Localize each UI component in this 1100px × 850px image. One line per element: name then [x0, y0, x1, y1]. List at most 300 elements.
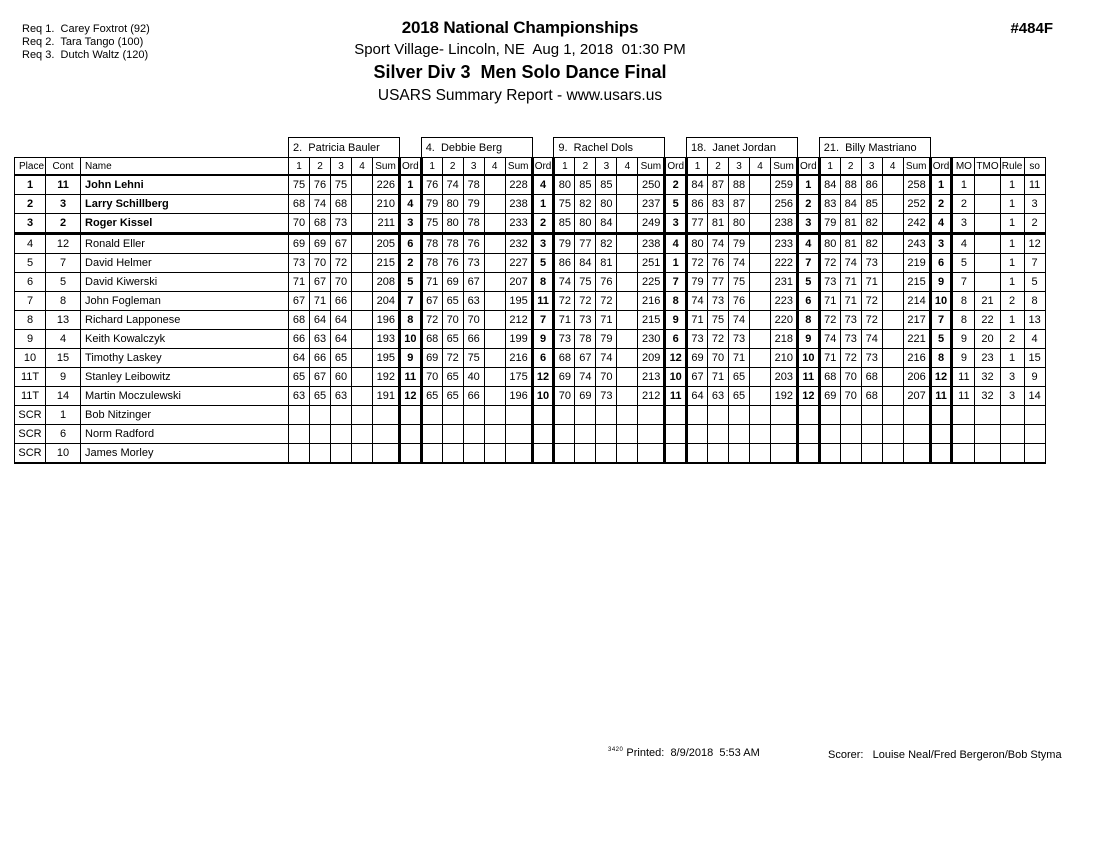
score-cell: 82	[861, 214, 882, 234]
col-header-name: Name	[81, 158, 289, 176]
ord-cell: 6	[532, 349, 554, 368]
score-cell: 72	[421, 311, 442, 330]
score-cell	[687, 444, 708, 464]
ord-cell: 10	[400, 330, 422, 349]
sum-cell: 228	[505, 175, 532, 195]
score-cell: 83	[819, 195, 840, 214]
mo-cell: 7	[952, 273, 975, 292]
sum-cell: 212	[505, 311, 532, 330]
score-cell: 65	[729, 387, 750, 406]
score-cell: 70	[289, 214, 310, 234]
score-cell: 80	[819, 234, 840, 254]
score-cell	[484, 444, 505, 464]
score-cell	[882, 406, 903, 425]
ord-cell: 11	[400, 368, 422, 387]
score-cell	[484, 254, 505, 273]
mo-cell	[952, 444, 975, 464]
ord-cell: 4	[400, 195, 422, 214]
score-cell: 63	[310, 330, 331, 349]
score-cell: 74	[708, 234, 729, 254]
sum-cell: 231	[771, 273, 798, 292]
sum-cell: 192	[771, 387, 798, 406]
place-cell: 4	[15, 234, 46, 254]
score-cell: 80	[442, 195, 463, 214]
score-cell: 74	[729, 254, 750, 273]
ord-cell: 7	[798, 254, 820, 273]
score-cell: 73	[575, 311, 596, 330]
competitor-name: Timothy Laskey	[81, 349, 289, 368]
score-cell	[484, 214, 505, 234]
score-cell	[484, 368, 505, 387]
ord-cell: 10	[665, 368, 687, 387]
score-cell	[750, 444, 771, 464]
ord-cell: 11	[665, 387, 687, 406]
score-cell: 72	[596, 292, 617, 311]
contestant-number-cell: 2	[46, 214, 81, 234]
score-cell	[289, 444, 310, 464]
score-cell: 78	[442, 234, 463, 254]
col-header-sum: Sum	[505, 158, 532, 176]
mo-cell: 9	[952, 349, 975, 368]
score-cell	[750, 234, 771, 254]
ord-cell	[532, 425, 554, 444]
score-cell: 70	[421, 368, 442, 387]
sum-cell: 227	[505, 254, 532, 273]
score-cell	[463, 444, 484, 464]
sum-cell: 232	[505, 234, 532, 254]
score-cell: 76	[463, 234, 484, 254]
score-cell	[617, 254, 638, 273]
sum-cell: 238	[771, 214, 798, 234]
score-cell: 73	[729, 330, 750, 349]
score-cell	[617, 330, 638, 349]
score-cell: 67	[421, 292, 442, 311]
score-cell: 80	[687, 234, 708, 254]
score-cell: 71	[596, 311, 617, 330]
sum-cell: 196	[373, 311, 400, 330]
score-cell	[310, 406, 331, 425]
score-cell	[463, 425, 484, 444]
sum-cell: 250	[638, 175, 665, 195]
judge-name-header: 21. Billy Mastriano	[819, 138, 930, 158]
score-cell: 67	[331, 234, 352, 254]
col-header-ord: Ord	[798, 158, 820, 176]
score-cell	[882, 234, 903, 254]
score-cell: 68	[289, 195, 310, 214]
score-cell: 70	[310, 254, 331, 273]
col-header-rule: Rule	[1000, 158, 1024, 176]
tmo-cell	[975, 175, 1000, 195]
sum-cell: 243	[903, 234, 930, 254]
score-cell	[882, 254, 903, 273]
score-cell: 86	[687, 195, 708, 214]
ord-cell: 4	[532, 175, 554, 195]
sum-cell: 225	[638, 273, 665, 292]
score-cell: 78	[463, 214, 484, 234]
score-cell	[882, 273, 903, 292]
contestant-number-cell: 5	[46, 273, 81, 292]
score-cell	[442, 406, 463, 425]
report-type-line: USARS Summary Report - www.usars.us	[377, 87, 663, 104]
score-cell: 69	[289, 234, 310, 254]
score-cell	[484, 273, 505, 292]
score-cell: 75	[708, 311, 729, 330]
so-cell	[1024, 444, 1045, 464]
score-cell: 70	[554, 387, 575, 406]
score-cell: 75	[575, 273, 596, 292]
ord-cell: 2	[930, 195, 952, 214]
ord-cell: 6	[798, 292, 820, 311]
ord-cell	[532, 444, 554, 464]
score-cell: 71	[861, 273, 882, 292]
rule-cell: 1	[1000, 311, 1024, 330]
score-cell	[484, 292, 505, 311]
score-cell: 70	[331, 273, 352, 292]
score-cell	[484, 349, 505, 368]
mo-cell: 3	[952, 214, 975, 234]
score-cell	[750, 292, 771, 311]
col-header-ord: Ord	[930, 158, 952, 176]
score-cell: 70	[463, 311, 484, 330]
score-cell	[729, 425, 750, 444]
spacer-cell	[930, 138, 952, 158]
score-cell: 69	[554, 368, 575, 387]
score-cell: 71	[708, 368, 729, 387]
mo-cell: 2	[952, 195, 975, 214]
requirement-line: Req 3. Dutch Waltz (120)	[22, 49, 149, 61]
score-cell	[352, 175, 373, 195]
score-cell	[819, 444, 840, 464]
score-cell	[882, 368, 903, 387]
sum-cell: 216	[505, 349, 532, 368]
score-cell: 72	[819, 311, 840, 330]
ord-cell: 7	[665, 273, 687, 292]
col-header-sum: Sum	[638, 158, 665, 176]
score-cell: 76	[729, 292, 750, 311]
col-header-score: 1	[289, 158, 310, 176]
score-cell: 79	[463, 195, 484, 214]
mo-cell: 4	[952, 234, 975, 254]
ord-cell: 12	[400, 387, 422, 406]
score-cell: 71	[819, 349, 840, 368]
rule-cell: 1	[1000, 214, 1024, 234]
ord-cell: 4	[930, 214, 952, 234]
score-cell: 74	[554, 273, 575, 292]
col-header-sum: Sum	[903, 158, 930, 176]
score-cell: 74	[687, 292, 708, 311]
score-cell: 64	[289, 349, 310, 368]
score-cell	[352, 349, 373, 368]
score-cell: 85	[596, 175, 617, 195]
sum-cell: 215	[373, 254, 400, 273]
score-cell: 69	[442, 273, 463, 292]
ord-cell: 5	[665, 195, 687, 214]
sum-cell: 212	[638, 387, 665, 406]
sum-cell: 214	[903, 292, 930, 311]
ord-cell: 1	[798, 175, 820, 195]
score-cell: 72	[840, 349, 861, 368]
score-cell	[617, 349, 638, 368]
score-cell	[750, 406, 771, 425]
score-cell: 73	[819, 273, 840, 292]
score-cell	[708, 444, 729, 464]
sum-cell: 191	[373, 387, 400, 406]
col-header-score: 4	[617, 158, 638, 176]
ord-cell	[665, 425, 687, 444]
score-cell: 77	[575, 234, 596, 254]
col-header-score: 3	[861, 158, 882, 176]
score-cell: 71	[687, 311, 708, 330]
sum-cell: 199	[505, 330, 532, 349]
tmo-cell	[975, 273, 1000, 292]
sum-cell	[505, 406, 532, 425]
venue-date-line: Sport Village- Lincoln, NE Aug 1, 2018 01:30 PM	[354, 41, 686, 58]
sum-cell: 215	[903, 273, 930, 292]
score-cell: 70	[840, 368, 861, 387]
score-cell	[352, 387, 373, 406]
table-row	[15, 368, 1046, 387]
sum-cell: 252	[903, 195, 930, 214]
contestant-number-cell: 15	[46, 349, 81, 368]
sum-cell: 203	[771, 368, 798, 387]
col-header-tmo: TMO	[975, 158, 1000, 176]
sum-cell: 222	[771, 254, 798, 273]
sum-cell: 259	[771, 175, 798, 195]
table-row	[15, 254, 1046, 273]
score-cell: 75	[421, 214, 442, 234]
sum-cell: 192	[373, 368, 400, 387]
score-cell: 71	[840, 292, 861, 311]
score-cell: 75	[729, 273, 750, 292]
contestant-number-cell: 14	[46, 387, 81, 406]
rule-cell: 2	[1000, 330, 1024, 349]
score-cell: 79	[819, 214, 840, 234]
score-cell	[484, 234, 505, 254]
col-header-score: 1	[819, 158, 840, 176]
score-cell: 76	[421, 175, 442, 195]
score-cell: 69	[421, 349, 442, 368]
score-cell	[840, 425, 861, 444]
score-cell: 83	[708, 195, 729, 214]
score-cell	[289, 425, 310, 444]
contestant-number-cell: 12	[46, 234, 81, 254]
score-cell	[617, 406, 638, 425]
score-cell: 71	[310, 292, 331, 311]
requirement-line: Req 1. Carey Foxtrot (92)	[22, 23, 150, 35]
tmo-cell	[975, 254, 1000, 273]
score-cell: 65	[442, 330, 463, 349]
score-cell	[484, 330, 505, 349]
judge-name-header: 9. Rachel Dols	[554, 138, 665, 158]
score-cell	[617, 234, 638, 254]
score-cell: 65	[442, 292, 463, 311]
score-cell	[750, 330, 771, 349]
score-cell: 79	[554, 234, 575, 254]
score-cell: 79	[687, 273, 708, 292]
score-cell	[617, 444, 638, 464]
ord-cell: 8	[665, 292, 687, 311]
ord-cell: 2	[665, 175, 687, 195]
score-cell	[289, 406, 310, 425]
col-header-score: 4	[882, 158, 903, 176]
ord-cell: 5	[798, 273, 820, 292]
score-cell	[882, 292, 903, 311]
score-cell: 64	[331, 311, 352, 330]
score-cell: 85	[554, 214, 575, 234]
score-cell	[687, 425, 708, 444]
ord-cell: 5	[930, 330, 952, 349]
col-header-ord: Ord	[400, 158, 422, 176]
sum-cell: 195	[505, 292, 532, 311]
competitor-name: Larry Schillberg	[81, 195, 289, 214]
so-cell: 9	[1024, 368, 1045, 387]
score-cell	[617, 387, 638, 406]
tmo-cell: 32	[975, 368, 1000, 387]
score-cell: 69	[575, 387, 596, 406]
score-cell: 65	[331, 349, 352, 368]
ord-cell: 10	[532, 387, 554, 406]
col-header-sum: Sum	[771, 158, 798, 176]
score-cell: 80	[575, 214, 596, 234]
score-cell: 66	[463, 330, 484, 349]
spacer-cell	[665, 138, 687, 158]
so-cell: 5	[1024, 273, 1045, 292]
ord-cell: 7	[532, 311, 554, 330]
score-cell	[352, 214, 373, 234]
footer-code: 3420	[608, 747, 624, 753]
score-cell	[840, 444, 861, 464]
table-row	[15, 273, 1046, 292]
sum-cell: 216	[903, 349, 930, 368]
spacer-cell	[15, 138, 289, 158]
col-header-score: 1	[421, 158, 442, 176]
competitor-name: John Fogleman	[81, 292, 289, 311]
score-cell	[882, 311, 903, 330]
score-cell	[554, 406, 575, 425]
ord-cell: 12	[930, 368, 952, 387]
score-cell: 82	[861, 234, 882, 254]
col-header-place: Place	[15, 158, 46, 176]
competitor-name: Richard Lapponese	[81, 311, 289, 330]
score-cell: 73	[861, 254, 882, 273]
ord-cell: 6	[665, 330, 687, 349]
spacer-cell	[400, 138, 422, 158]
ord-cell: 11	[798, 368, 820, 387]
score-cell: 73	[596, 387, 617, 406]
ord-cell	[665, 406, 687, 425]
score-cell: 74	[310, 195, 331, 214]
col-header-score: 4	[352, 158, 373, 176]
place-cell: 10	[15, 349, 46, 368]
score-cell	[882, 444, 903, 464]
competitor-name: John Lehni	[81, 175, 289, 195]
ord-cell	[930, 444, 952, 464]
score-cell: 63	[463, 292, 484, 311]
score-cell: 72	[687, 254, 708, 273]
sum-cell	[373, 444, 400, 464]
ord-cell: 1	[665, 254, 687, 273]
place-cell: 2	[15, 195, 46, 214]
score-cell	[861, 425, 882, 444]
ord-cell	[798, 425, 820, 444]
score-cell: 84	[575, 254, 596, 273]
ord-cell	[532, 406, 554, 425]
score-cell: 79	[421, 195, 442, 214]
score-cell: 72	[442, 349, 463, 368]
score-cell: 73	[289, 254, 310, 273]
score-cell	[617, 292, 638, 311]
ord-cell	[400, 406, 422, 425]
score-cell	[617, 214, 638, 234]
score-cell	[617, 175, 638, 195]
score-cell	[352, 330, 373, 349]
score-cell: 79	[729, 234, 750, 254]
ord-cell: 2	[400, 254, 422, 273]
competitor-name: James Morley	[81, 444, 289, 464]
score-cell: 80	[596, 195, 617, 214]
score-cell: 67	[310, 368, 331, 387]
contestant-number-cell: 10	[46, 444, 81, 464]
col-header-ord: Ord	[665, 158, 687, 176]
score-cell	[484, 425, 505, 444]
score-cell: 76	[310, 175, 331, 195]
contestant-number-cell: 13	[46, 311, 81, 330]
rule-cell: 3	[1000, 368, 1024, 387]
score-cell	[708, 425, 729, 444]
score-cell: 67	[463, 273, 484, 292]
ord-cell	[798, 406, 820, 425]
table-row	[15, 292, 1046, 311]
score-cell: 65	[729, 368, 750, 387]
score-cell	[861, 406, 882, 425]
score-cell: 78	[421, 254, 442, 273]
sum-cell: 207	[903, 387, 930, 406]
score-cell: 75	[463, 349, 484, 368]
sum-cell: 208	[373, 273, 400, 292]
score-cell: 72	[331, 254, 352, 273]
score-cell	[750, 425, 771, 444]
score-cell	[575, 406, 596, 425]
score-cell	[750, 254, 771, 273]
score-cell	[554, 444, 575, 464]
tmo-cell	[975, 406, 1000, 425]
sum-cell: 205	[373, 234, 400, 254]
ord-cell: 9	[400, 349, 422, 368]
score-cell: 67	[289, 292, 310, 311]
score-cell	[463, 406, 484, 425]
score-cell: 84	[687, 175, 708, 195]
score-cell: 68	[861, 387, 882, 406]
sum-cell	[903, 425, 930, 444]
sum-cell: 193	[373, 330, 400, 349]
sum-cell: 233	[505, 214, 532, 234]
score-cell: 66	[310, 349, 331, 368]
score-cell: 65	[421, 387, 442, 406]
score-cell	[617, 311, 638, 330]
tmo-cell: 21	[975, 292, 1000, 311]
spacer-cell	[532, 138, 554, 158]
col-header-ord: Ord	[532, 158, 554, 176]
score-cell: 63	[708, 387, 729, 406]
ord-cell: 8	[532, 273, 554, 292]
table-row	[15, 175, 1046, 195]
score-cell	[729, 444, 750, 464]
score-cell	[750, 311, 771, 330]
competitor-name: Stanley Leibowitz	[81, 368, 289, 387]
tmo-cell: 23	[975, 349, 1000, 368]
place-cell: SCR	[15, 425, 46, 444]
score-cell: 73	[554, 330, 575, 349]
